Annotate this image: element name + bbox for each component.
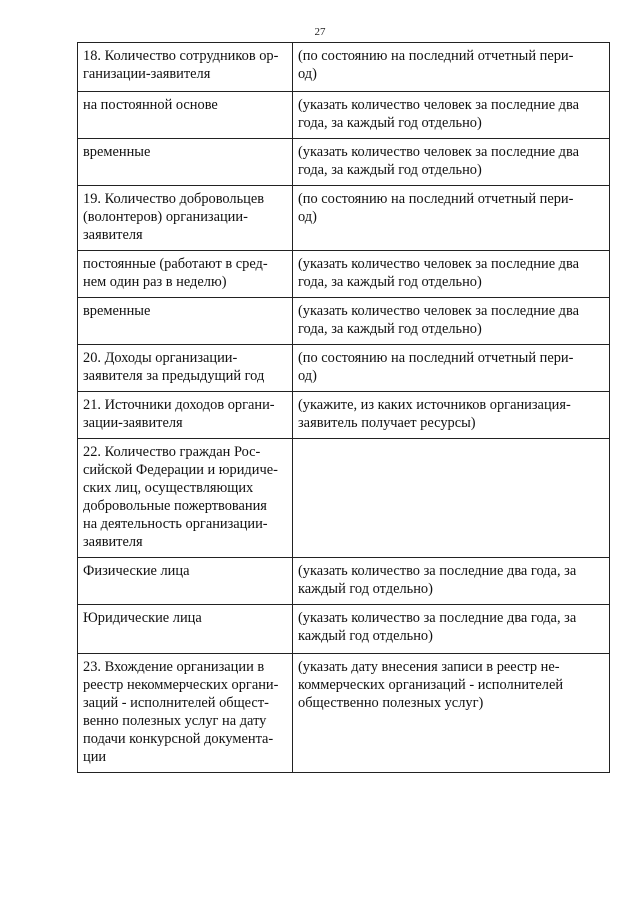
field-instruction-cell	[293, 345, 610, 392]
field-instruction-cell	[293, 186, 610, 251]
table-row	[78, 605, 610, 654]
field-instruction-cell	[293, 605, 610, 654]
field-label: постоянные (работают в сред- нем один раз в неделю)	[83, 256, 268, 290]
field-label-cell	[78, 139, 293, 186]
field-label-cell	[78, 92, 293, 139]
table-row	[78, 392, 610, 439]
table-row	[78, 558, 610, 605]
field-instruction: (указать количество человек за последние два года, за каждый год отдельно)	[298, 256, 579, 290]
field-label: 21. Источники доходов органи- зации-заявителя	[83, 397, 275, 431]
table-row	[78, 654, 610, 773]
table-row	[78, 251, 610, 298]
field-label: 23. Вхождение организации в реестр некоммерческих органи- заций - исполнителей общест- венно полезных услуг на дату подачи конкурсной документа- ции	[83, 659, 279, 765]
field-label-cell	[78, 345, 293, 392]
field-instruction: (указать количество за последние два года, за каждый год отдельно)	[298, 563, 577, 597]
field-instruction-cell	[293, 558, 610, 605]
field-label: 19. Количество добровольцев (волонтеров) организации- заявителя	[83, 191, 265, 243]
table-row	[78, 345, 610, 392]
field-label-cell	[78, 186, 293, 251]
field-instruction: (по состоянию на последний отчетный пери- од)	[298, 48, 574, 82]
field-instruction-cell	[293, 654, 610, 773]
field-label-cell	[78, 251, 293, 298]
field-label-cell	[78, 298, 293, 345]
field-label-cell	[78, 43, 293, 92]
field-instruction: (укажите, из каких источников организация- заявитель получает ресурсы)	[298, 397, 571, 431]
page-number: 27	[314, 26, 326, 38]
field-instruction-cell	[293, 251, 610, 298]
field-instruction-cell	[293, 392, 610, 439]
field-instruction: (по состоянию на последний отчетный пери- од)	[298, 350, 574, 384]
table-row	[78, 43, 610, 92]
field-label-cell	[78, 392, 293, 439]
field-instruction: (указать количество человек за последние два года, за каждый год отдельно)	[298, 303, 579, 337]
field-label-cell	[78, 439, 293, 558]
table-row	[78, 92, 610, 139]
field-label: на постоянной основе	[83, 97, 218, 113]
field-label: 18. Количество сотрудников ор- ганизации-заявителя	[83, 48, 279, 82]
field-label: 22. Количество граждан Рос- сийской Федерации и юридиче- ских лиц, осуществляющих добровольные пожертвования на деятельность организации- заявителя	[83, 444, 278, 550]
field-instruction: (указать дату внесения записи в реестр не- коммерческих организаций - исполнителей общественно полезных услуг)	[298, 659, 564, 711]
application-form-table	[77, 42, 610, 773]
table-row	[78, 186, 610, 251]
field-instruction-cell	[293, 139, 610, 186]
table-row	[78, 439, 610, 558]
table-row	[78, 298, 610, 345]
field-label-cell	[78, 558, 293, 605]
field-instruction: (указать количество человек за последние два года, за каждый год отдельно)	[298, 144, 579, 178]
field-label: временные	[83, 144, 151, 160]
field-instruction: (указать количество за последние два года, за каждый год отдельно)	[298, 610, 577, 644]
field-instruction: (по состоянию на последний отчетный пери- од)	[298, 191, 574, 225]
table-row	[78, 139, 610, 186]
field-instruction-cell	[293, 298, 610, 345]
field-instruction-cell	[293, 92, 610, 139]
field-label-cell	[78, 654, 293, 773]
field-label: временные	[83, 303, 151, 319]
field-instruction: (указать количество человек за последние два года, за каждый год отдельно)	[298, 97, 579, 131]
field-label: Физические лица	[83, 563, 190, 579]
field-label: 20. Доходы организации- заявителя за предыдущий год	[83, 350, 265, 384]
field-label: Юридические лица	[83, 610, 202, 626]
field-label-cell	[78, 605, 293, 654]
field-instruction-cell	[293, 439, 610, 558]
field-instruction-cell	[293, 43, 610, 92]
